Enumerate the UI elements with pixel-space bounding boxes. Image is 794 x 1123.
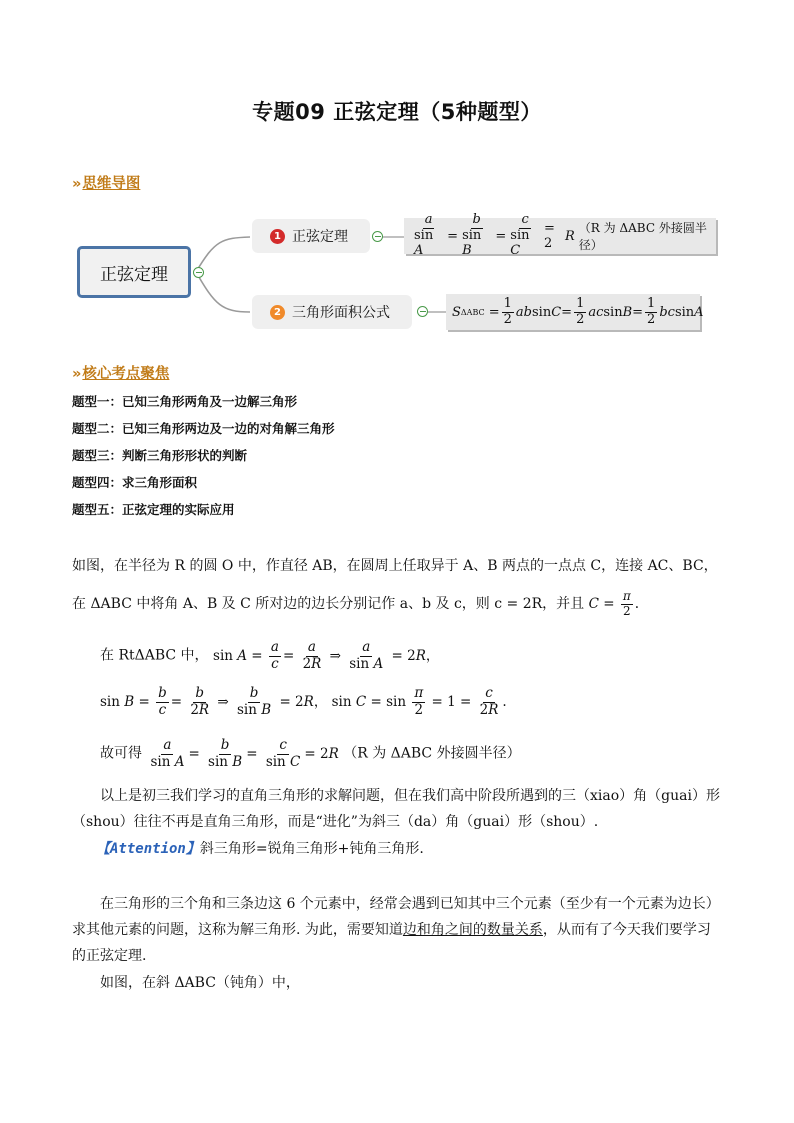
topic-2: 题型二：已知三角形两边及一边的对角解三角形 — [72, 421, 335, 436]
paragraph-5-line-3: 的正弦定理. — [72, 948, 147, 964]
node-label: 正弦定理 — [292, 229, 348, 245]
collapse-icon[interactable] — [193, 267, 204, 278]
node-label: 三角形面积公式 — [292, 305, 390, 321]
paragraph-1-line-2: 在 ΔABC 中将角 A、B 及 C 所对边的边长分别记作 a、b 及 c，则 c = 2R，并且 C = $\frac{\pi}{2}$ . — [72, 589, 640, 618]
double-chevron-icon: » — [72, 366, 79, 382]
paragraph-4-line-2: （shou）往往不再是直角三角形，而是“进化”为斜三（da）角（guai）形（shou）. — [72, 814, 599, 830]
topic-4: 题型四：求三角形面积 — [72, 475, 198, 490]
equation-sin-b-c: sin B = $\frac{b}{c}$ = $\frac{b}{2R}$ ⇒ $\frac{b}{\text{sin B}}$ = 2R， sin C = sin $\frac{\pi}{2}$ = 1 = $\frac{c}{2R}$ . — [100, 685, 507, 718]
attention-note: 【Attention】斜三角形=锐角三角形+钝角三角形. — [96, 841, 424, 857]
paragraph-1-line-1: 如图，在半径为 R 的圆 O 中，作直径 AB，在圆周上任取异于 A、B 两点的一点点 C，连接 AC、BC， — [72, 558, 718, 574]
equation-sin-a: 在 RtΔABC 中， sin A = $\frac{a}{c}$ = $\frac{a}{2R}$ ⇒ $\frac{a}{\text{sin A}}$ = 2R， — [100, 639, 440, 672]
mindmap-root[interactable]: 正弦定理 — [77, 246, 191, 298]
number-badge: 1 — [270, 229, 285, 244]
mindmap-node-area-formula[interactable] — [252, 295, 412, 329]
topic-5: 题型五：正弦定理的实际应用 — [72, 502, 235, 517]
formula-sine-law: $\frac{a}{\text{sin A}}$ = $\frac{b}{\text{sin B}}$ = $\frac{c}{\text{sin C}}$ = 2 R （R 为 ΔABC 外接圆半径） — [404, 218, 716, 254]
collapse-icon[interactable] — [417, 306, 428, 317]
paragraph-5-line-2: 求其他元素的问题，这称为解三角形. 为此，需要知道边和角之间的数量关系，从而有了今天我们要学习 — [72, 922, 711, 938]
paragraph-4-line-1: 以上是初三我们学习的直角三角形的求解问题，但在我们高中阶段所遇到的三（xiao）角（guai）形 — [100, 788, 720, 804]
paragraph-6: 如图，在斜 ΔABC（钝角）中， — [100, 975, 300, 991]
formula-note: R 为 ΔABC 外接圆半径 — [578, 221, 707, 252]
section-focus-heading: » 核心考点聚焦 — [72, 366, 170, 382]
number-badge: 2 — [270, 305, 285, 320]
attention-tag: 【Attention】 — [96, 841, 200, 857]
mindmap-node-sine-law[interactable] — [252, 219, 370, 253]
double-chevron-icon: » — [72, 176, 79, 192]
topic-1: 题型一：已知三角形两角及一边解三角形 — [72, 394, 298, 409]
equation-sine-law: 故可得 $\frac{a}{\text{sin A}}$ = $\frac{b}{\text{sin B}}$ = $\frac{c}{\text{sin C}}$ = 2R （R 为 ΔABC 外接圆半径） — [100, 737, 521, 770]
paragraph-5-line-1: 在三角形的三个角和三条边这 6 个元素中，经常会遇到已知其中三个元素（至少有一个元素为边长） — [100, 896, 720, 912]
collapse-icon[interactable] — [372, 231, 383, 242]
topic-3: 题型三：判断三角形形状的判断 — [72, 448, 248, 463]
section-mindmap-heading: » 思维导图 — [72, 176, 141, 192]
formula-area: S ΔABC = $\frac{1}{2}$ ab sin C = $\frac{1}{2}$ ac sin B = $\frac{1}{2}$ bc sin A — [446, 294, 700, 330]
page-title: 专题09 正弦定理（5种题型） — [252, 100, 542, 124]
